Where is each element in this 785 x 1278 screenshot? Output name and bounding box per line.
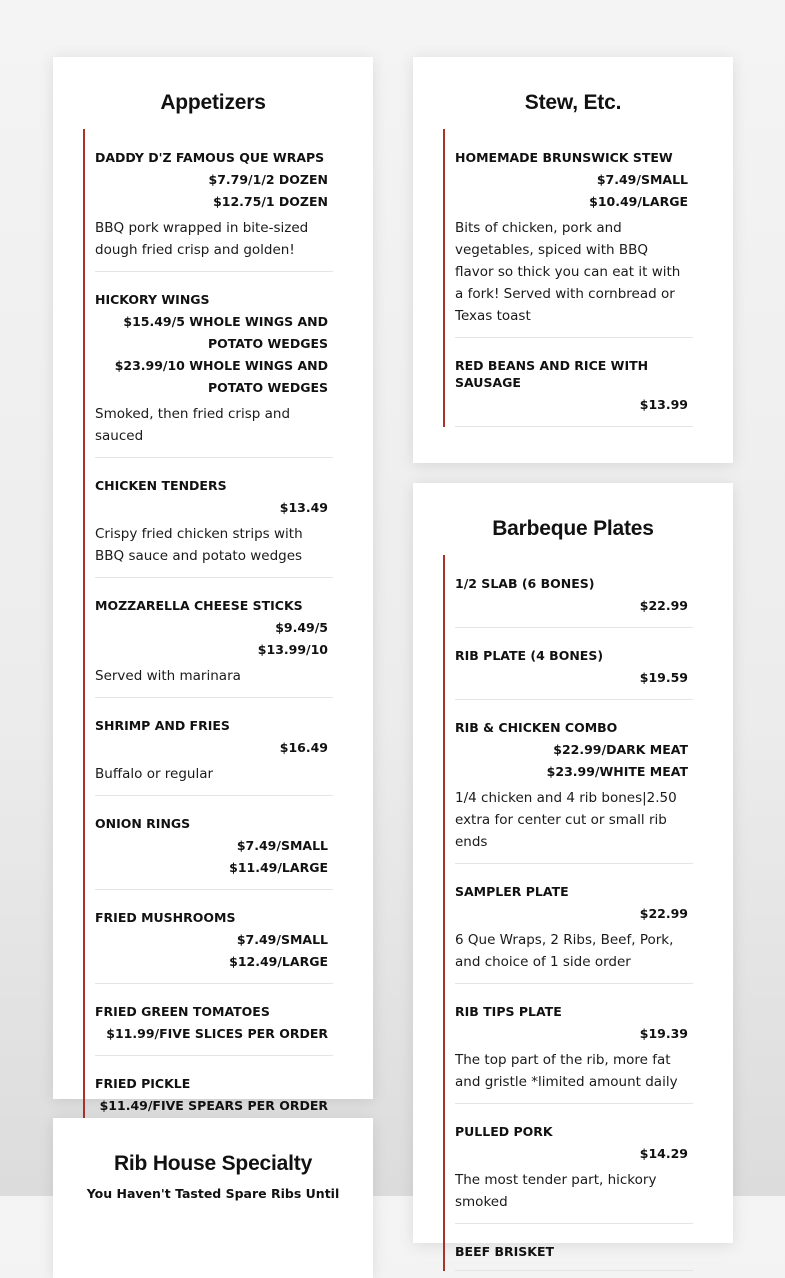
menu-item-price: $12.49/LARGE [229,954,328,969]
menu-item-price: $7.49/SMALL [236,838,328,853]
menu-item-name: DADDY D'Z FAMOUS QUE WRAPS [95,150,325,165]
menu-item-name: HICKORY WINGS [95,292,210,307]
menu-item-price: $7.79/1/2 DOZEN [208,172,328,187]
menu-item-name: BEEF BRISKET [455,1244,555,1259]
section-title: Barbeque Plates [492,517,654,540]
menu-item [455,1224,693,1271]
menu-item-price: $7.49/SMALL [596,172,688,187]
menu-item-price: $22.99/DARK MEAT [553,742,688,757]
menu-item-prices [455,667,693,689]
menu-item-prices [455,595,693,617]
menu-item-price: $12.75/1 DOZEN [213,194,328,209]
menu-item-price: $13.99 [639,397,688,412]
menu-item [95,698,333,796]
menu-item-name: MOZZARELLA CHEESE STICKS [95,598,303,613]
menu-item-name: FRIED MUSHROOMS [95,910,236,925]
menu-item-price: $22.99 [639,598,688,613]
specialty-tagline: You Haven't Tasted Spare Ribs Until [86,1186,340,1201]
menu-item-price: $11.49/FIVE SPEARS PER ORDER [99,1098,328,1113]
section-title: Stew, Etc. [524,91,622,114]
menu-item-name: RIB PLATE (4 BONES) [455,648,604,663]
menu-item-prices [95,1095,333,1117]
menu-list [443,129,693,427]
menu-item [455,628,693,700]
menu-item-price: $23.99/10 WHOLE WINGS AND POTATO WEDGES [114,358,328,395]
menu-item [95,458,333,578]
menu-item-price: $11.49/LARGE [229,860,328,875]
menu-item [95,796,333,890]
menu-item-price: $15.49/5 WHOLE WINGS AND POTATO WEDGES [123,314,328,351]
menu-item [95,984,333,1056]
menu-item-name: FRIED GREEN TOMATOES [95,1004,270,1019]
menu-item-name: SHRIMP AND FRIES [95,718,230,733]
menu-item-price: $23.99/WHITE MEAT [546,764,688,779]
menu-item [95,890,333,984]
menu-list [83,129,333,1128]
menu-item-prices [95,835,333,879]
menu-item-name: SAMPLER PLATE [455,884,569,899]
menu-item-description: BBQ pork wrapped in bite-sized dough fried crisp and golden! [95,220,309,258]
appetizers-card [53,57,373,1113]
menu-item [455,864,693,984]
section-title: Rib House Specialty [113,1152,313,1175]
menu-item [95,272,333,458]
menu-item-name: HOMEMADE BRUNSWICK STEW [455,150,673,165]
specialty-card [53,1118,373,1278]
stew-card [413,57,733,463]
section-title: Appetizers [160,91,266,114]
menu-item [455,129,693,338]
menu-item-prices [95,169,333,213]
menu-item-prices [95,737,333,759]
menu-item-prices [95,497,333,519]
menu-list [443,555,693,1271]
menu-item-prices [455,169,693,213]
menu-item-description: The most tender part, hickory smoked [455,1172,657,1210]
menu-item-prices [455,739,693,783]
menu-item-name: RED BEANS AND RICE WITH SAUSAGE [455,358,649,390]
menu-item-name: PULLED PORK [455,1124,553,1139]
menu-item-description: 1/4 chicken and 4 rib bones|2.50 extra for center cut or small rib ends [455,790,677,850]
menu-item-price: $22.99 [639,906,688,921]
menu-item-name: CHICKEN TENDERS [95,478,227,493]
menu-item-prices [455,394,693,416]
menu-item [455,555,693,628]
menu-item [455,700,693,864]
menu-item-prices [455,903,693,925]
menu-item [455,1104,693,1224]
menu-item-price: $19.59 [639,670,688,685]
menu-item-description: Served with marinara [95,668,241,684]
menu-item-description: Smoked, then fried crisp and sauced [95,406,291,444]
menu-item-description: Buffalo or regular [95,766,214,782]
menu-item-prices [455,1023,693,1045]
menu-item-price: $10.49/LARGE [589,194,688,209]
menu-item-name: 1/2 SLAB (6 BONES) [455,576,595,591]
menu-item-price: $13.99/10 [257,642,328,657]
menu-item-price: $13.49 [279,500,328,515]
menu-item-price: $7.49/SMALL [236,932,328,947]
menu-item-name: ONION RINGS [95,816,191,831]
menu-item-name: RIB & CHICKEN COMBO [455,720,618,735]
bbq-card [413,483,733,1259]
menu-item [455,984,693,1104]
menu-item-prices [95,617,333,661]
menu-item-price: $16.49 [279,740,328,755]
menu-item [95,129,333,272]
menu-item-prices [95,311,333,399]
menu-item-description: Crispy fried chicken strips with BBQ sauce and potato wedges [95,526,303,564]
menu-item-price: $11.99/FIVE SLICES PER ORDER [106,1026,328,1041]
menu-item-prices [455,1143,693,1165]
menu-item-description: 6 Que Wraps, 2 Ribs, Beef, Pork, and choice of 1 side order [455,932,674,970]
menu-item-prices [95,1023,333,1045]
menu-item-name: RIB TIPS PLATE [455,1004,562,1019]
menu-item-name: FRIED PICKLE [95,1076,191,1091]
menu-item-prices [95,929,333,973]
menu-item [455,338,693,427]
menu-item-description: Bits of chicken, pork and vegetables, spiced with BBQ flavor so thick you can eat it with a fork! Served with cornbread or Texas toast [455,220,681,324]
menu-item [95,578,333,698]
menu-item-price: $19.39 [639,1026,688,1041]
menu-item-description: The top part of the rib, more fat and gristle *limited amount daily [455,1052,678,1090]
menu-item-price: $9.49/5 [275,620,328,635]
menu-item-price: $14.29 [639,1146,688,1161]
